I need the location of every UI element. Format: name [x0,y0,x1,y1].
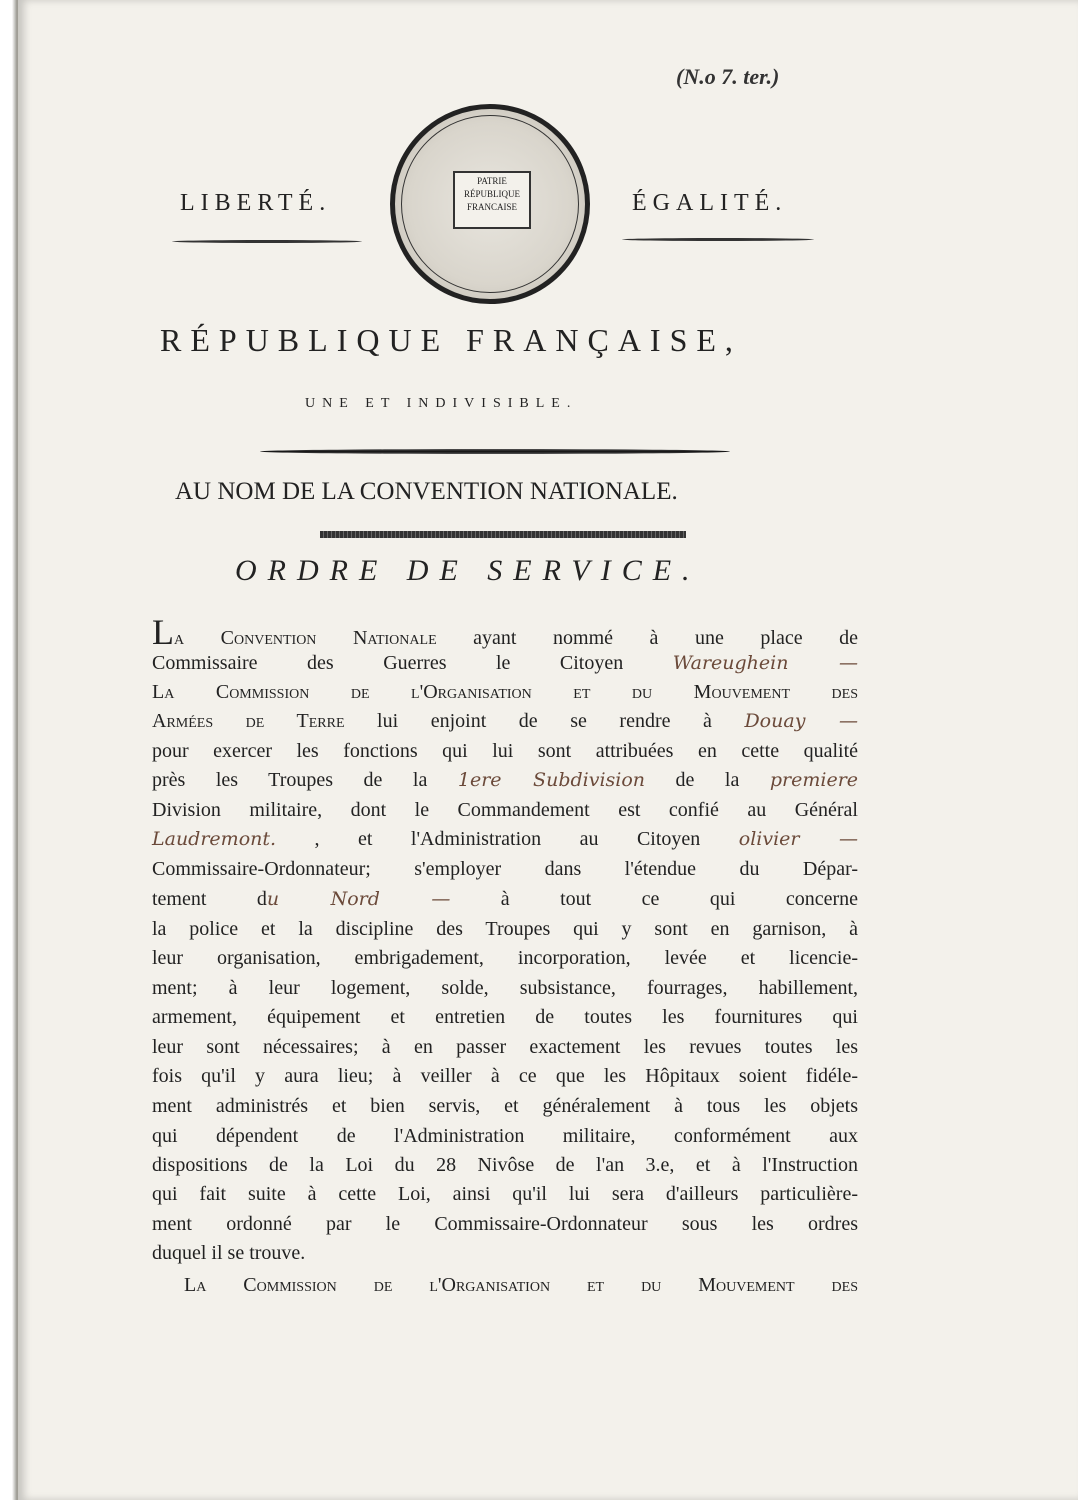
body-line: Commissaire-Ordonnateur; s'employer dans l'étendue du Dépar- [152,858,858,880]
document-title: RÉPUBLIQUE FRANÇAISE, [160,322,742,358]
document-reference-number: (N.o 7. ter.) [676,64,780,89]
text: à tout ce qui concerne [500,888,858,910]
body-line [152,887,858,911]
text: ayant nommé à une place de [473,627,859,649]
body-line: Division militaire, dont le Commandement est confié au Général [152,799,858,821]
body-line: la police et la discipline des Troupes qui y sont en garnison, à [152,918,858,940]
text: Armées de Terre [152,710,345,732]
body-line: leur sont nécessaires; à en passer exactement les revues toutes les [152,1036,858,1058]
handwritten-destination: Douay — [744,710,859,732]
body-line [152,768,858,792]
body-line [152,651,858,675]
document-subtitle: UNE ET INDIVISIBLE. [305,396,578,411]
text: lui enjoint de se rendre à [377,710,712,732]
text: tement d [152,888,267,910]
motto-liberte: LIBERTÉ. [180,190,332,216]
seal-text-francaise: FRANCAISE [466,202,517,212]
seal-tablet [453,171,531,229]
body-line: qui dépendent de l'Administration militaire, conformément aux [152,1125,858,1147]
ornament-swash-left [172,240,362,243]
handwritten-department: u Nord — [266,888,451,910]
body-line: La Commission de l'Organisation et du Mouvement des [152,681,858,703]
handwritten-division: premiere [769,769,859,791]
handwritten-general-name: Laudremont. [152,828,277,850]
body-line: leur organisation, embrigadement, incorporation, levée et licencie- [152,947,858,969]
handwritten-administrator-name: olivier — [738,828,859,850]
body-line: ment administrés et bien servis, et généralement à tous les objets [152,1095,858,1117]
body-line: dispositions de la Loi du 28 Nivôse de l'an 3.e, et à l'Instruction [152,1154,858,1176]
body-line [152,709,858,733]
republic-seal [390,104,590,304]
document-type-heading: ORDRE DE SERVICE. [235,554,701,587]
text: a Convention Nationale [174,627,437,649]
body-line: ment; à leur logement, solde, subsistance, fourrages, habillement, [152,977,858,999]
motto-egalite: ÉGALITÉ. [632,190,788,216]
body-line [152,827,858,851]
seal-text-republique: RÉPUBLIQUE [464,189,520,199]
body-line [152,612,859,652]
body-line: qui fait suite à cette Loi, ainsi qu'il lui sera d'ailleurs particulière- [152,1183,858,1205]
ornament-swash-right [622,238,814,241]
body-line: fois qu'il y aura lieu; à veiller à ce que les Hôpitaux soient fidéle- [152,1065,858,1087]
body-line: pour exercer les fonctions qui lui sont attribuées en cette qualité [152,740,858,762]
handwritten-name-commissaire: Wareughein — [672,652,859,674]
authority-heading: AU NOM DE LA CONVENTION NATIONALE. [175,478,678,505]
handwritten-subdivision: 1ere Subdivision [457,769,646,791]
text: de la [675,769,740,791]
text: , et l'Administration au Citoyen [314,828,701,850]
drop-capital: L [152,612,174,652]
text: Commissaire des Guerres le Citoyen [152,652,624,674]
body-line: armement, équipement et entretien de toutes les fournitures qui [152,1006,858,1028]
body-line: ment ordonné par le Commissaire-Ordonnateur sous les ordres [152,1213,858,1235]
body-line: La Commission de l'Organisation et du Mouvement des [184,1274,858,1296]
seal-text-patrie: PATRIE [477,176,507,186]
body-line: duquel il se trouve. [152,1242,306,1264]
divider-rule [260,449,730,454]
divider-rule-ornamental [320,531,686,538]
text: près les Troupes de la [152,769,428,791]
